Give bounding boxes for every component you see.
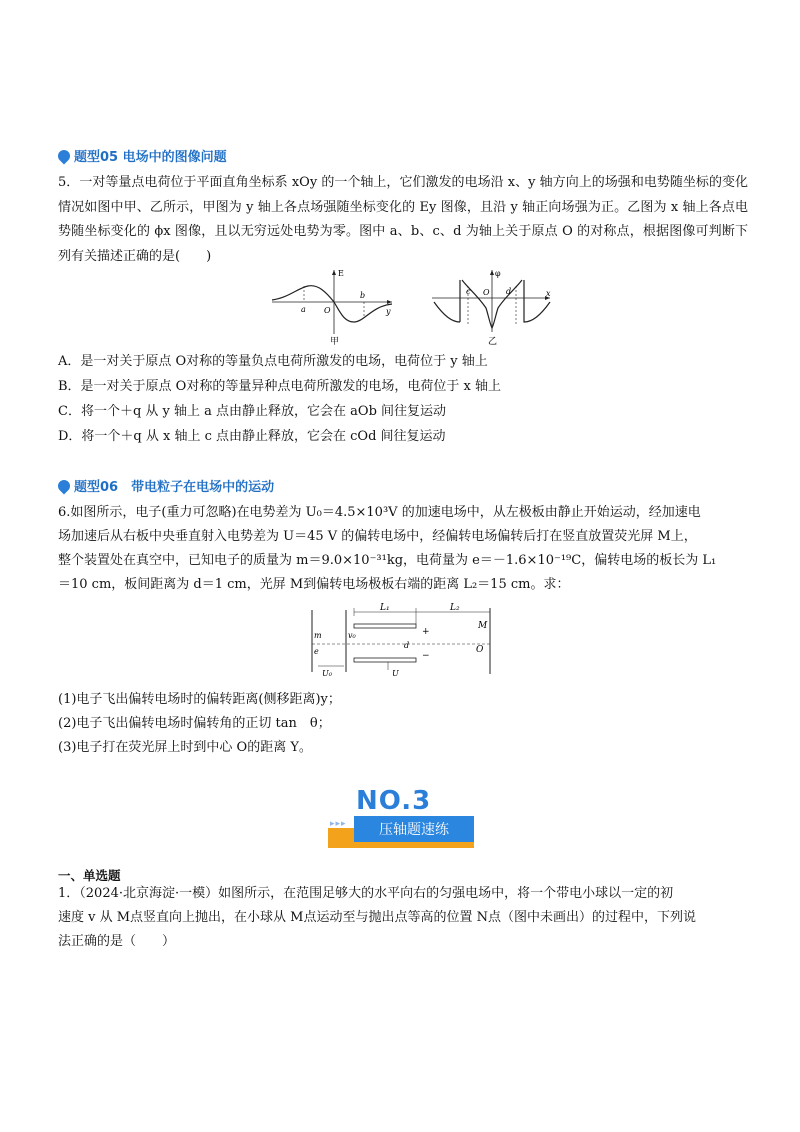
minus-label: − <box>422 651 430 661</box>
origin-o-label: O <box>324 306 331 315</box>
option-c: C．将一个＋q 从 y 轴上 a 点由静止释放，它会在 aOb 间往复运动 <box>58 404 447 419</box>
l2-label: L₂ <box>450 603 460 613</box>
figure-yi-phi-x-graph <box>428 266 558 346</box>
charge-e-label: e <box>314 647 319 656</box>
arrow-dots-icon: ▸▸▸ <box>330 819 347 829</box>
question-1-line-1: 1．（2024·北京海淀·一模）如图所示，在范围足够大的水平向右的匀强电场中，将一个带电小球以一定的初 <box>58 886 674 901</box>
u-label: U <box>392 669 399 678</box>
screen-m-label: M <box>478 621 488 631</box>
question-5-text: 5．一对等量点电荷位于平面直角坐标系 xOy 的一个轴上，它们激发的电场沿 x、y 轴方向上的场强和电势随坐标的变化情况如图中甲、乙所示，甲图为 y 轴上各点场强随坐标变化的 Ey 图像，且沿 y 轴正向场强为正。乙图为 x 轴上各点电势随坐标变化的 ϕx 图像，且以无穷远处电势为零。图中 a、b、c、d 为轴上关于原点 O 的对称点，根据图像可判断下列有关描述正确的是( ) <box>58 175 748 264</box>
figure-jia-caption: 甲 <box>330 337 340 346</box>
section-banner <box>328 786 474 856</box>
l1-label: L₁ <box>380 603 390 613</box>
axis-x-label: x <box>546 289 551 298</box>
question-1-line-2: 速度 v 从 M点竖直向上抛出，在小球从 M点运动至与抛出点等高的位置 N点（图中未画出）的过程中，下列说 <box>58 910 697 925</box>
part-1-title: 一、单选题 <box>58 868 121 883</box>
banner-number: NO.3 <box>356 786 432 816</box>
center-o-label: O <box>476 645 484 655</box>
question-6-item-1: (1)电子飞出偏转电场时的偏转距离(侧移距离)y； <box>58 692 341 707</box>
axis-phi-label: φ <box>495 269 501 278</box>
question-6-line-2: 场加速后从右板中央垂直射入电势差为 U＝45 V 的偏转电场中，经偏转电场偏转后打在竖直放置荧光屏 M上， <box>58 529 697 544</box>
u0-label: U₀ <box>322 669 332 678</box>
option-d: D．将一个＋q 从 x 轴上 c 点由静止释放，它会在 cOd 间往复运动 <box>58 429 446 444</box>
question-6-line-4: ＝10 cm，板间距离为 d＝1 cm，光屏 M到偏转电场极板右端的距离 L₂＝15 cm。求： <box>58 577 570 592</box>
question-6-line-1: 6.如图所示，电子(重力可忽略)在电势差为 U₀＝4.5×10³V 的加速电场中，从左极板由静止开始运动，经加速电 <box>58 505 701 520</box>
point-a-label: a <box>301 305 306 314</box>
question-6-item-3: (3)电子打在荧光屏上时到中心 O的距离 Y。 <box>58 740 312 755</box>
mass-m-label: m <box>314 631 322 640</box>
point-c-label: c <box>466 287 471 296</box>
figure-deflection-apparatus <box>304 600 504 680</box>
option-a: A．是一对关于原点 O对称的等量负点电荷所激发的电场，电荷位于 y 轴上 <box>58 354 488 369</box>
location-pin-icon <box>56 147 73 164</box>
location-pin-icon <box>56 477 73 494</box>
section-05-title: 题型05 电场中的图像问题 <box>74 150 227 165</box>
section-06-header <box>58 476 274 495</box>
point-d-label: d <box>506 287 512 296</box>
axis-e-label: E <box>338 269 344 278</box>
question-6-item-2: (2)电子飞出偏转电场时偏转角的正切 tan θ； <box>58 716 331 731</box>
origin-o-label: O <box>483 288 490 297</box>
option-b: B．是一对关于原点 O对称的等量异种点电荷所激发的电场，电荷位于 x 轴上 <box>58 379 501 394</box>
gap-d-label: d <box>404 641 410 650</box>
plus-label: + <box>422 627 430 637</box>
section-06-title: 题型06 带电粒子在电场中的运动 <box>74 480 275 495</box>
velocity-v0-label: v₀ <box>348 631 356 640</box>
banner-label: 压轴题速练 <box>354 816 474 842</box>
section-05-header <box>58 146 227 165</box>
point-b-label: b <box>360 291 366 300</box>
figure-yi-caption: 乙 <box>488 337 498 346</box>
figure-jia-e-y-graph <box>268 266 398 346</box>
question-1-line-3: 法正确的是（ ） <box>58 934 176 949</box>
axis-y-label: y <box>386 307 391 316</box>
question-6-line-3: 整个装置处在真空中，已知电子的质量为 m＝9.0×10⁻³¹kg，电荷量为 e＝－1.6×10⁻¹⁹C，偏转电场的板长为 L₁ <box>58 553 717 568</box>
